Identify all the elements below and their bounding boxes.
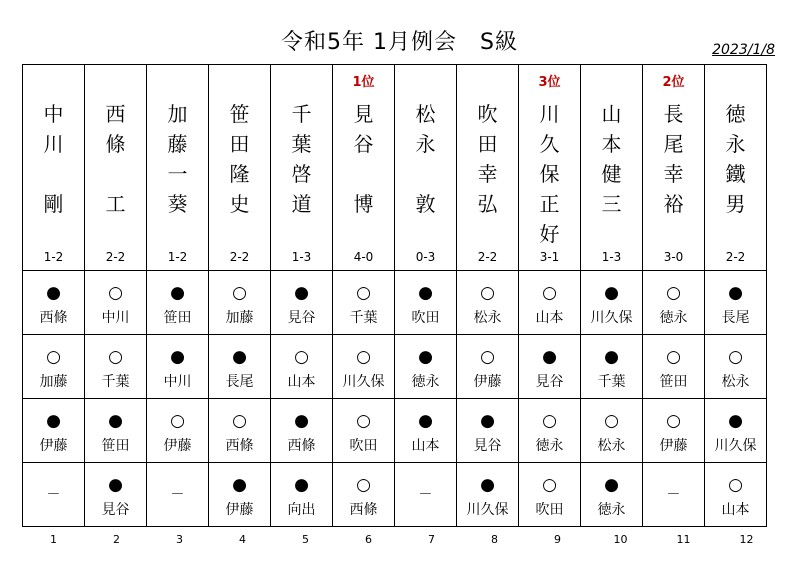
player-name-char: 敦 [415,192,436,216]
opponent-name: 伊藤 [163,438,192,454]
opponent-name: 中川 [163,374,192,390]
player-name-char: 裕 [663,192,684,216]
result-mark: ○ [480,283,495,303]
player-name [457,99,518,219]
player-name [705,99,766,219]
player-name [147,99,208,219]
game-cell [209,335,271,399]
win-loss-record: 4-0 [353,250,374,264]
round-row [23,271,767,335]
opponent-name: 千葉 [349,310,378,326]
game-cell [643,335,705,399]
rank-label: 2位 [662,75,685,90]
opponent-name: 見谷 [287,310,316,326]
result-mark: ○ [108,283,123,303]
result-mark: ● [232,347,247,367]
game-cell [209,271,271,335]
game-cell [271,399,333,463]
win-loss-record: 1-3 [291,250,312,264]
player-name [581,99,642,219]
game-cell [23,463,85,527]
result-mark: ● [294,475,309,495]
opponent-name: 伊藤 [225,502,254,518]
player-name-char: 本 [601,132,622,156]
opponent-name: 笹田 [163,310,192,326]
game-cell [457,463,519,527]
win-loss-record: 1-2 [43,250,64,264]
rank-label: 1位 [352,75,375,90]
result-mark: ● [604,475,619,495]
game-cell [705,271,767,335]
player-name-char: 谷 [353,132,374,156]
player-name-char: 永 [725,132,746,156]
event-date: 2023/1/8 [712,42,775,58]
result-mark: ○ [356,283,371,303]
game-cell [643,463,705,527]
player-name [271,99,332,219]
win-loss-record: 3-0 [663,250,684,264]
page-title: 令和5年 1月例会 S級 [281,30,518,55]
game-cell [457,335,519,399]
game-cell [209,399,271,463]
column-number: 11 [676,533,691,546]
round-row [23,463,767,527]
result-mark: － [418,487,433,503]
opponent-name: 長尾 [721,310,750,326]
result-mark: ○ [728,347,743,367]
opponent-name: 中川 [101,310,130,326]
game-cell [581,463,643,527]
result-mark: ○ [170,411,185,431]
round-row [23,335,767,399]
game-cell [271,335,333,399]
player-name-char: 田 [477,132,498,156]
player-name [519,99,580,249]
game-cell [333,399,395,463]
opponent-name: 伊藤 [473,374,502,390]
player-name-char: 千 [291,102,312,126]
player-name-char: 加 [167,102,188,126]
result-mark: ● [418,283,433,303]
result-mark: ○ [728,475,743,495]
result-mark: ○ [542,475,557,495]
player-header-cell [581,65,643,271]
opponent-name: 長尾 [225,374,254,390]
game-cell [147,271,209,335]
opponent-name: 伊藤 [659,438,688,454]
result-mark: ● [46,283,61,303]
game-cell [705,335,767,399]
game-cell [395,463,457,527]
result-mark: ● [170,347,185,367]
column-number: 9 [554,533,561,546]
result-mark: ● [604,283,619,303]
player-name-char: 博 [353,192,374,216]
result-mark: ● [728,283,743,303]
game-cell [581,399,643,463]
player-header-cell [705,65,767,271]
player-header-cell [23,65,85,271]
player-name-char: 幸 [477,162,498,186]
column-number: 12 [739,533,754,546]
opponent-name: 加藤 [39,374,68,390]
game-cell [147,399,209,463]
result-mark: ○ [232,283,247,303]
result-mark: ○ [356,475,371,495]
result-mark: ○ [542,283,557,303]
game-cell [271,463,333,527]
opponent-name: 見谷 [473,438,502,454]
game-cell [333,271,395,335]
win-loss-record: 2-2 [725,250,746,264]
player-header-cell [643,65,705,271]
player-name-char: 三 [601,192,622,216]
opponent-name: 吹田 [349,438,378,454]
player-name-char: 道 [291,192,312,216]
opponent-name: 吹田 [535,502,564,518]
player-header-cell [147,65,209,271]
game-cell [581,271,643,335]
game-cell [395,399,457,463]
opponent-name: 徳永 [535,438,564,454]
game-cell [85,399,147,463]
opponent-name: 千葉 [101,374,130,390]
game-cell [209,463,271,527]
player-name-char: 葉 [291,132,312,156]
round-row [23,399,767,463]
opponent-name: 千葉 [597,374,626,390]
opponent-name: 川久保 [342,374,385,390]
opponent-name: 吹田 [411,310,440,326]
player-header-cell [519,65,581,271]
win-loss-record: 2-2 [105,250,126,264]
opponent-name: 徳永 [411,374,440,390]
player-name-char: 工 [105,192,126,216]
player-name-char: 條 [105,132,126,156]
opponent-name: 松永 [721,374,750,390]
player-name [85,99,146,219]
player-name-char: 長 [663,102,684,126]
opponent-name: 加藤 [225,310,254,326]
result-mark: ○ [232,411,247,431]
game-cell [519,271,581,335]
player-name-char: 久 [539,132,560,156]
player-header-row [23,65,767,271]
column-number: 10 [613,533,628,546]
player-name-char: 一 [167,162,188,186]
column-number: 5 [302,533,309,546]
result-mark: ○ [666,347,681,367]
opponent-name: 川久保 [466,502,509,518]
player-name-char: 正 [539,192,560,216]
result-mark: ● [294,411,309,431]
result-mark: ○ [604,411,619,431]
result-mark: ● [480,475,495,495]
player-name-char: 見 [353,102,374,126]
column-numbers [22,533,778,546]
player-name-char: 中 [43,102,64,126]
game-cell [457,399,519,463]
player-name-char: 川 [539,102,560,126]
game-cell [147,463,209,527]
column-number: 4 [239,533,246,546]
rank-label: 3位 [538,75,561,90]
player-header-cell [271,65,333,271]
result-mark: ○ [108,347,123,367]
result-mark: ○ [542,411,557,431]
player-name [395,99,456,219]
player-name [209,99,270,219]
column-number: 6 [365,533,372,546]
player-name-char: 葵 [167,192,188,216]
result-mark: ● [418,411,433,431]
player-name-char: 永 [415,132,436,156]
player-header-cell [209,65,271,271]
player-name-char: 山 [601,102,622,126]
game-cell [333,463,395,527]
game-cell [85,463,147,527]
result-mark: － [170,487,185,503]
opponent-name: 西條 [39,310,68,326]
player-name-char: 剛 [43,192,64,216]
opponent-name: 笹田 [659,374,688,390]
result-mark: ○ [356,347,371,367]
player-name-char: 啓 [291,162,312,186]
result-mark: ● [170,283,185,303]
result-mark: ● [418,347,433,367]
win-loss-record: 1-2 [167,250,188,264]
opponent-name: 西條 [287,438,316,454]
result-mark: ● [542,347,557,367]
win-loss-record: 2-2 [477,250,498,264]
win-loss-record: 1-3 [601,250,622,264]
game-cell [457,271,519,335]
result-mark: ● [728,411,743,431]
game-cell [23,271,85,335]
player-name-char: 保 [539,162,560,186]
opponent-name: 西條 [225,438,254,454]
opponent-name: 笹田 [101,438,130,454]
opponent-name: 山本 [287,374,316,390]
player-header-cell [333,65,395,271]
win-loss-record: 3-1 [539,250,560,264]
result-mark: ● [294,283,309,303]
result-mark: ○ [666,411,681,431]
opponent-name: 向出 [287,502,316,518]
player-name-char: 好 [539,222,560,246]
player-name [333,99,394,219]
game-cell [395,335,457,399]
result-mark: ● [108,475,123,495]
game-cell [519,335,581,399]
game-cell [333,335,395,399]
win-loss-record: 0-3 [415,250,436,264]
result-mark: ○ [480,347,495,367]
result-mark: － [46,487,61,503]
result-mark: － [666,487,681,503]
player-name-char: 徳 [725,102,746,126]
player-name-char: 幸 [663,162,684,186]
player-header-cell [85,65,147,271]
result-mark: ○ [666,283,681,303]
game-cell [395,271,457,335]
results-table [22,64,767,527]
player-header-cell [457,65,519,271]
opponent-name: 徳永 [597,502,626,518]
game-cell [705,399,767,463]
game-cell [271,271,333,335]
player-name-char: 健 [601,162,622,186]
player-name-char: 男 [725,192,746,216]
player-name-char: 隆 [229,162,250,186]
game-cell [643,271,705,335]
result-mark: ○ [356,411,371,431]
player-name-char: 鐵 [725,162,746,186]
player-name [643,99,704,219]
column-number: 7 [428,533,435,546]
game-cell [519,463,581,527]
game-cell [85,271,147,335]
result-mark: ● [604,347,619,367]
game-cell [85,335,147,399]
column-number: 8 [491,533,498,546]
result-mark: ● [232,475,247,495]
opponent-name: 山本 [721,502,750,518]
opponent-name: 山本 [535,310,564,326]
player-name-char: 尾 [663,132,684,156]
game-cell [519,399,581,463]
column-number: 1 [50,533,57,546]
win-loss-record: 2-2 [229,250,250,264]
player-name-char: 西 [105,102,126,126]
opponent-name: 伊藤 [39,438,68,454]
result-mark: ○ [294,347,309,367]
opponent-name: 川久保 [714,438,757,454]
column-number: 2 [113,533,120,546]
result-mark: ○ [46,347,61,367]
player-name-char: 田 [229,132,250,156]
column-number: 3 [176,533,183,546]
game-cell [147,335,209,399]
player-header-cell [395,65,457,271]
result-mark: ● [46,411,61,431]
game-cell [643,399,705,463]
opponent-name: 松永 [473,310,502,326]
game-cell [23,335,85,399]
game-cell [23,399,85,463]
result-mark: ● [480,411,495,431]
opponent-name: 徳永 [659,310,688,326]
opponent-name: 松永 [597,438,626,454]
player-name-char: 笹 [229,102,250,126]
player-name [23,99,84,219]
opponent-name: 見谷 [535,374,564,390]
opponent-name: 川久保 [590,310,633,326]
player-name-char: 史 [229,192,250,216]
player-name-char: 吹 [477,102,498,126]
game-cell [705,463,767,527]
opponent-name: 山本 [411,438,440,454]
player-name-char: 弘 [477,192,498,216]
player-name-char: 川 [43,132,64,156]
player-name-char: 松 [415,102,436,126]
player-name-char: 藤 [167,132,188,156]
game-cell [581,335,643,399]
result-mark: ● [108,411,123,431]
opponent-name: 見谷 [101,502,130,518]
opponent-name: 西條 [349,502,378,518]
